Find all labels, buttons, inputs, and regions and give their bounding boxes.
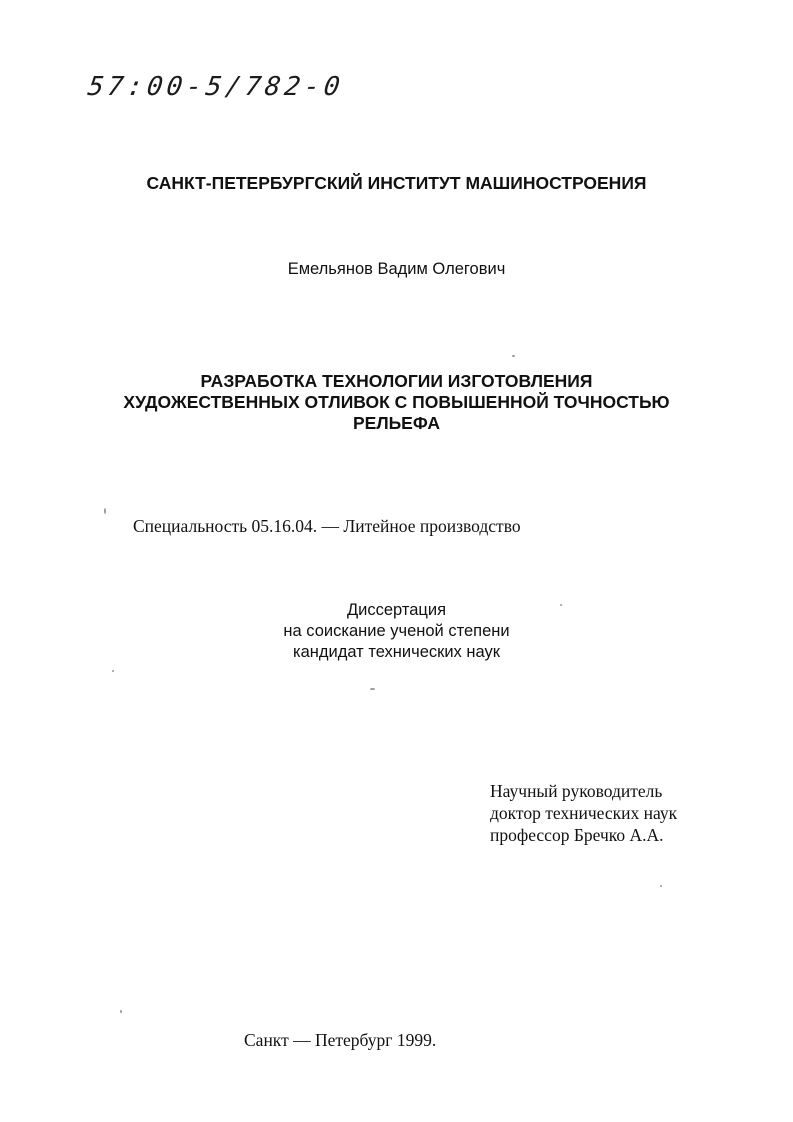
specialty-line: Специальность 05.16.04. — Литейное производство [133, 516, 521, 536]
scan-speck [112, 670, 114, 672]
city-and-year: Санкт — Петербург 1999. [244, 1030, 437, 1050]
handwritten-catalog-number: 57:00-5/782-0 [85, 72, 346, 102]
scan-speck [120, 1010, 122, 1013]
scan-speck [512, 355, 515, 357]
supervisor-line: Научный руководитель [490, 781, 663, 801]
degree-statement [0, 600, 793, 663]
scan-speck [660, 885, 662, 887]
dissertation-title [0, 371, 793, 434]
degree-line: на соискание ученой степени [283, 622, 510, 640]
supervisor-line: доктор технических наук [490, 803, 678, 823]
author-name: Емельянов Вадим Олегович [287, 260, 506, 278]
title-line: РЕЛЬЕФА [352, 413, 440, 433]
title-line: РАЗРАБОТКА ТЕХНОЛОГИИ ИЗГОТОВЛЕНИЯ [200, 371, 593, 391]
degree-line: Диссертация [346, 601, 447, 619]
supervisor-line: профессор Бречко А.А. [490, 825, 664, 845]
scan-speck [104, 508, 106, 514]
degree-line: кандидат технических наук [293, 643, 500, 661]
scientific-supervisor [490, 780, 677, 846]
scan-speck [370, 688, 375, 690]
title-line: ХУДОЖЕСТВЕННЫХ ОТЛИВОК С ПОВЫШЕННОЙ ТОЧНОСТЬЮ [123, 392, 670, 412]
scan-speck [560, 604, 562, 606]
institute-name: САНКТ-ПЕТЕРБУРГСКИЙ ИНСТИТУТ МАШИНОСТРОЕНИЯ [146, 173, 647, 193]
